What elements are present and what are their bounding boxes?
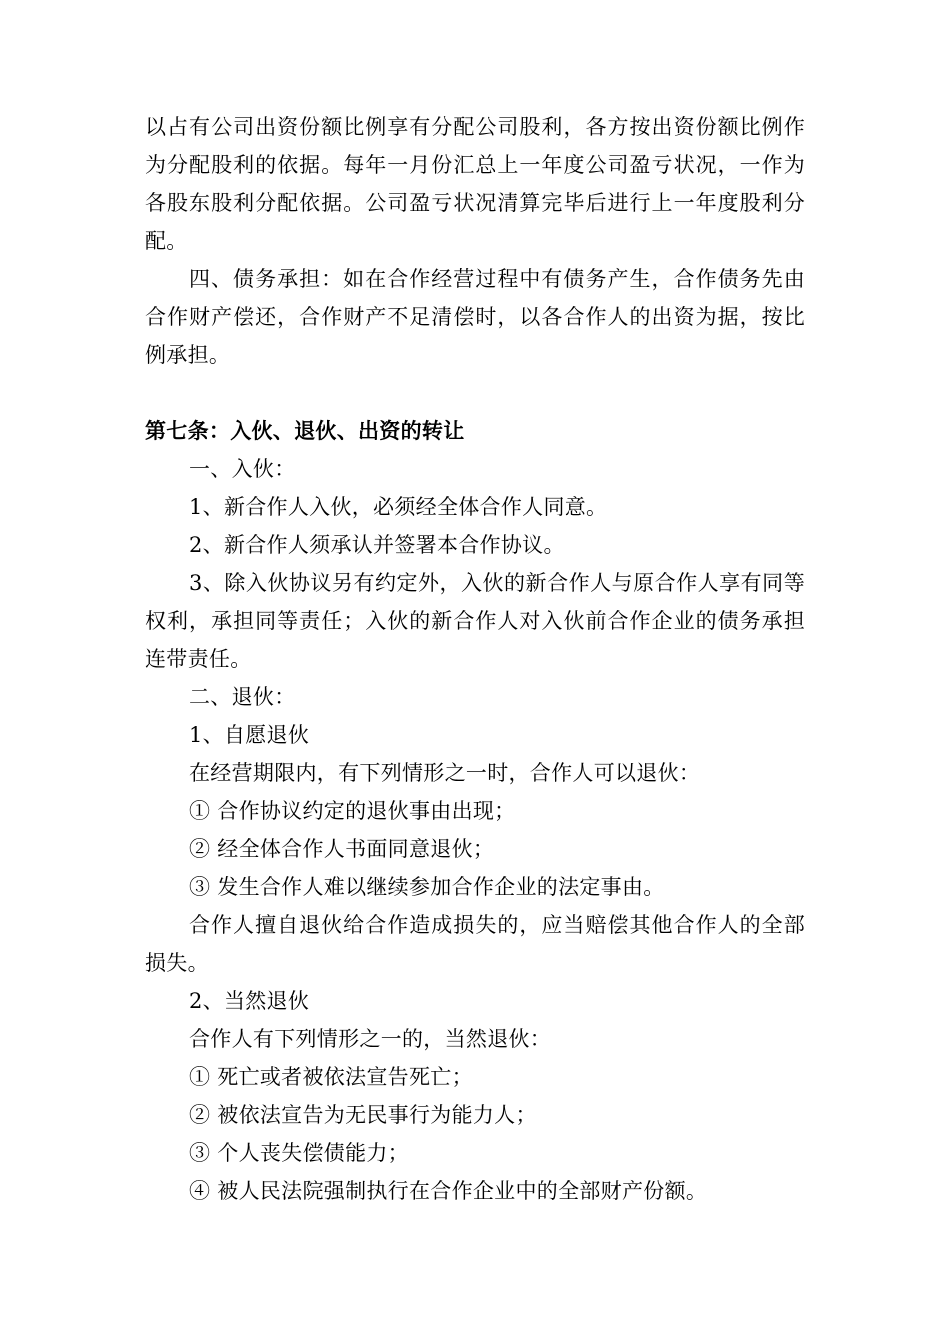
voluntary-withdraw-intro: 在经营期限内，有下列情形之一时，合作人可以退伙： [189,761,701,785]
join-title: 一、入伙： [189,457,296,481]
voluntary-withdraw-title: 1、自愿退伙 [189,723,310,747]
document-page [145,108,805,1210]
automatic-item-1: ① 死亡或者被依法宣告死亡； [189,1065,473,1089]
voluntary-item-2: ② 经全体合作人书面同意退伙； [189,837,495,861]
voluntary-item-3: ③ 发生合作人难以继续参加合作企业的法定事由。 [189,875,665,899]
join-item-1: 1、新合作人入伙，必须经全体合作人同意。 [189,495,608,519]
automatic-item-4: ④ 被人民法院强制执行在合作企业中的全部财产份额。 [189,1179,708,1203]
automatic-withdraw-title: 2、当然退伙 [189,989,310,1013]
profit-distribution-paragraph: 以占有公司出资份额比例享有分配公司股利，各方按出资份额比例作为分配股利的依据。每年一月份汇总上一年度公司盈亏状况，一作为各股东股利分配依据。公司盈亏状况清算完毕后进行上一年度股利分配。 [145,115,805,253]
voluntary-item-1: ① 合作协议约定的退伙事由出现； [189,799,516,823]
join-item-3: 3、除入伙协议另有约定外，入伙的新合作人与原合作人享有同等权利，承担同等责任；入伙的新合作人对入伙前合作企业的债务承担连带责任。 [145,571,805,671]
automatic-item-2: ② 被依法宣告为无民事行为能力人； [189,1103,537,1127]
join-item-2: 2、新合作人须承认并签署本合作协议。 [189,533,565,557]
automatic-item-3: ③ 个人丧失偿债能力； [189,1141,409,1165]
debt-paragraph: 四、债务承担：如在合作经营过程中有债务产生，合作债务先由合作财产偿还，合作财产不足清偿时，以各合作人的出资为据，按比例承担。 [145,267,805,367]
withdraw-title: 二、退伙： [189,685,296,709]
voluntary-loss-paragraph: 合作人擅自退伙给合作造成损失的，应当赔偿其他合作人的全部损失。 [145,913,805,975]
article-7-heading: 第七条：入伙、退伙、出资的转让 [145,419,465,443]
automatic-withdraw-intro: 合作人有下列情形之一的，当然退伙： [189,1027,552,1051]
